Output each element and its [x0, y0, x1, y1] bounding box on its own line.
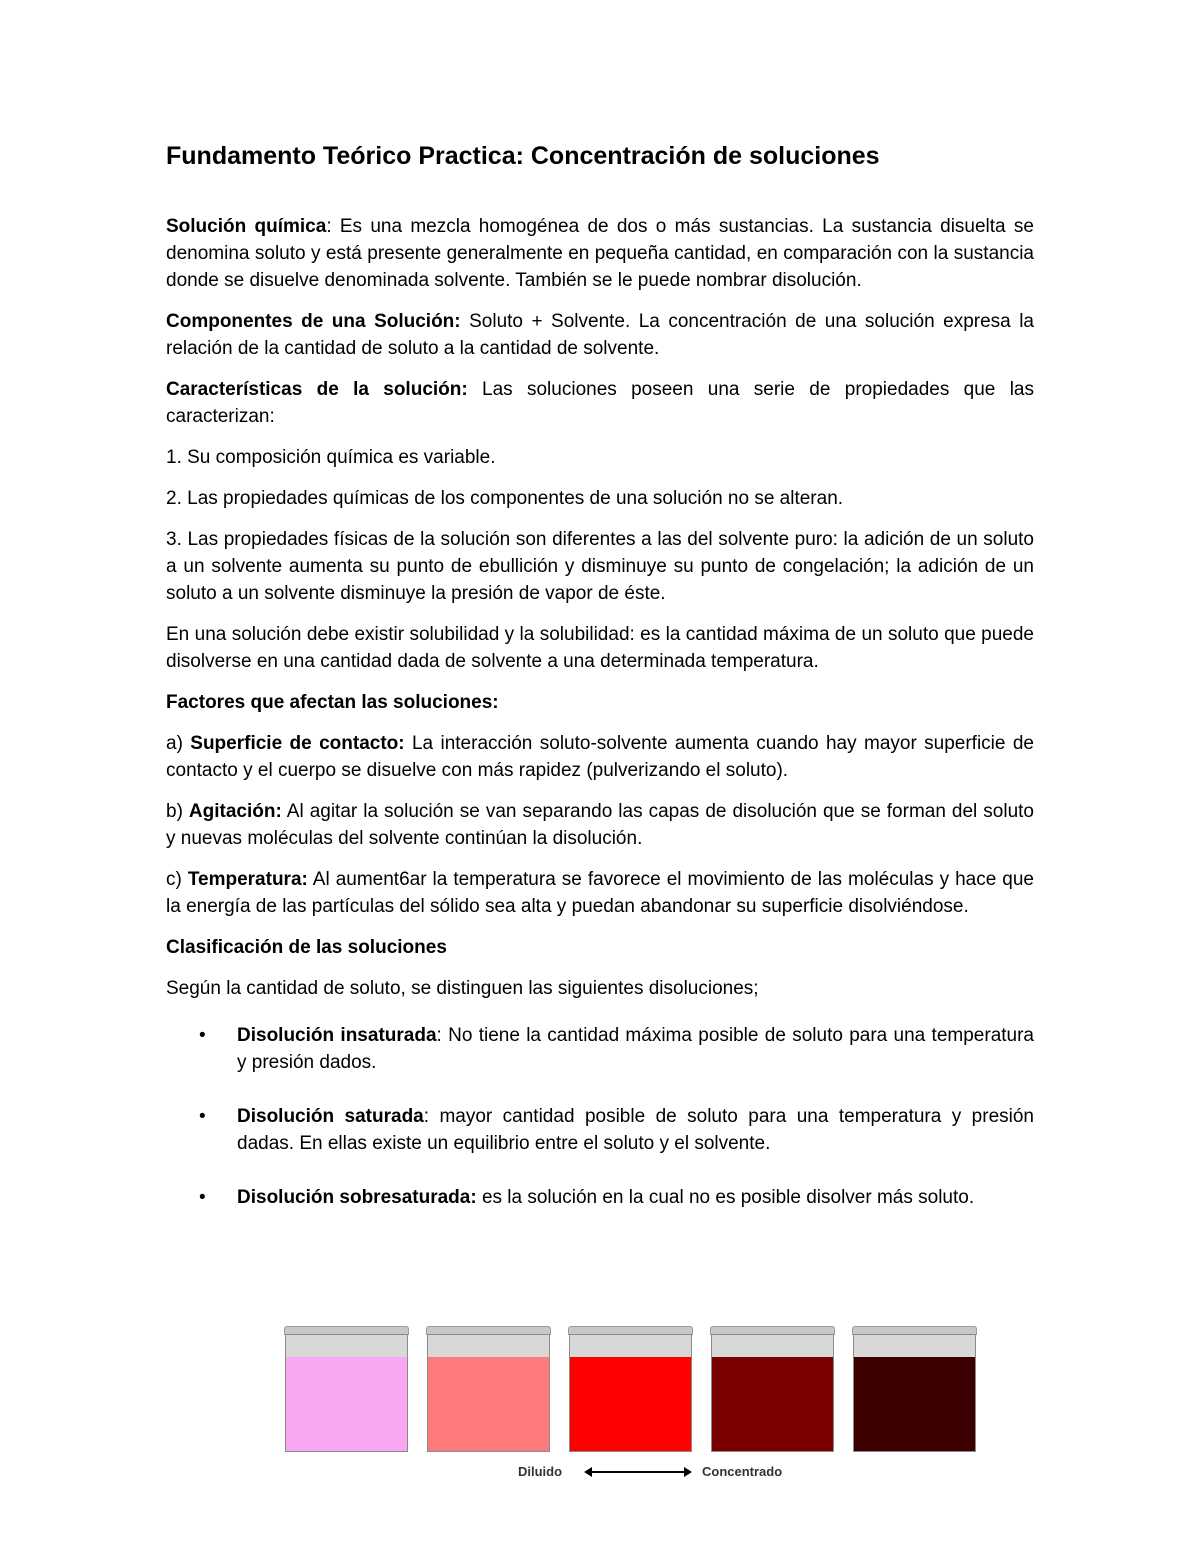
double-arrow-icon [590, 1471, 686, 1473]
bullet-list [166, 1022, 1034, 1211]
paragraph-solucion-quimica [166, 213, 1034, 294]
bullet-term: Disolución sobresaturada: [237, 1187, 477, 1208]
bullet-term: Disolución saturada [237, 1106, 424, 1127]
jar-liquid [854, 1357, 975, 1451]
list-item-2: 2. Las propiedades químicas de los componentes de una solución no se alteran. [166, 488, 844, 509]
term-solucion-quimica: Solución química [166, 216, 327, 237]
factor-c-prefix: c) [166, 869, 188, 890]
jar-1 [284, 1326, 409, 1452]
bullet-term: Disolución insaturada [237, 1025, 437, 1046]
factores-heading-text: Factores que afectan las soluciones: [166, 692, 499, 713]
list-item-3: 3. Las propiedades físicas de la solución son diferentes a las del solvente puro: la adición de un soluto a un solvente aumenta su punto de ebullición y disminuye su punto de congelación; la adición de un soluto a un solvente disminuye la presión de vapor de éste. [166, 529, 1034, 604]
jar-liquid [712, 1357, 833, 1451]
factor-b-prefix: b) [166, 801, 189, 822]
document-page [166, 139, 1034, 1238]
heading-clasificacion [166, 934, 1034, 961]
page-title: Fundamento Teórico Practica: Concentración de soluciones [166, 142, 880, 170]
jar-liquid [428, 1357, 549, 1451]
clasificacion-heading-text: Clasificación de las soluciones [166, 937, 447, 958]
bullet-item-saturada [166, 1103, 1034, 1157]
factor-b-text: Al agitar la solución se van separando las capas de disolución que se forman del soluto y nuevas moléculas del solvente continúan la disolución. [166, 801, 1034, 849]
paragraph-caracteristicas [166, 376, 1034, 430]
factor-a-term: Superficie de contacto: [190, 733, 405, 754]
label-concentrado: Concentrado [702, 1464, 783, 1479]
bullet-text: : No tiene la cantidad máxima posible de soluto para una temperatura y presión dados. [237, 1025, 1034, 1073]
bullet-dot-icon: • [199, 1106, 206, 1127]
factor-a [166, 730, 1034, 784]
factor-c [166, 866, 1034, 920]
label-diluido: Diluido [518, 1464, 563, 1479]
factor-b [166, 798, 1034, 852]
factor-c-term: Temperatura: [187, 869, 308, 890]
term-componentes: Componentes de una Solución: [166, 311, 461, 332]
jar-5 [852, 1326, 977, 1452]
factor-b-term: Agitación: [188, 801, 282, 822]
term-caracteristicas: Características de la solución: [166, 379, 468, 400]
bullet-text: es la solución en la cual no es posible disolver más soluto. [476, 1187, 975, 1208]
bullet-item-insaturada [166, 1022, 1034, 1076]
text-componentes: Soluto + Solvente. La concentración de una solución expresa la relación de la cantidad de soluto a la cantidad de solvente. [166, 311, 1034, 359]
list-item-1: 1. Su composición química es variable. [166, 447, 496, 468]
text-solucion-quimica: : Es una mezcla homogénea de dos o más sustancias. La sustancia disuelta se denomina soluto y está presente generalmente en pequeña cantidad, en comparación con la sustancia donde se disuelve denominada solvente. También se le puede nombrar disolución. [166, 216, 1034, 291]
factor-a-prefix: a) [166, 733, 191, 754]
heading-factores [166, 689, 1034, 716]
factor-c-text: Al aument6ar la temperatura se favorece el movimiento de las moléculas y hace que la energía de las partículas del sólido sea alta y puedan abandonar su superficie disolviéndose. [166, 869, 1034, 917]
jar-4 [710, 1326, 835, 1452]
jar-2 [426, 1326, 551, 1452]
jar-liquid [286, 1357, 407, 1451]
paragraph-componentes [166, 308, 1034, 362]
concentration-figure [284, 1326, 984, 1486]
bullet-dot-icon: • [199, 1025, 206, 1046]
bullet-item-sobresaturada [166, 1184, 1034, 1211]
jar-3 [568, 1326, 693, 1452]
factor-a-text: La interacción soluto-solvente aumenta cuando hay mayor superficie de contacto y el cuerpo se disuelve con más rapidez (pulverizando el soluto). [166, 733, 1034, 781]
paragraph-solubilidad: En una solución debe existir solubilidad y la solubilidad: es la cantidad máxima de un soluto que puede disolverse en una cantidad dada de solvente a una determinada temperatura. [166, 624, 1034, 672]
bullet-text: : mayor cantidad posible de soluto para una temperatura y presión dadas. En ellas existe un equilibrio entre el soluto y el solvente. [237, 1106, 1034, 1154]
jar-liquid [570, 1357, 691, 1451]
clasificacion-intro: Según la cantidad de soluto, se distinguen las siguientes disoluciones; [166, 978, 759, 999]
text-caracteristicas: Las soluciones poseen una serie de propiedades que las caracterizan: [166, 379, 1034, 427]
bullet-dot-icon: • [199, 1187, 206, 1208]
